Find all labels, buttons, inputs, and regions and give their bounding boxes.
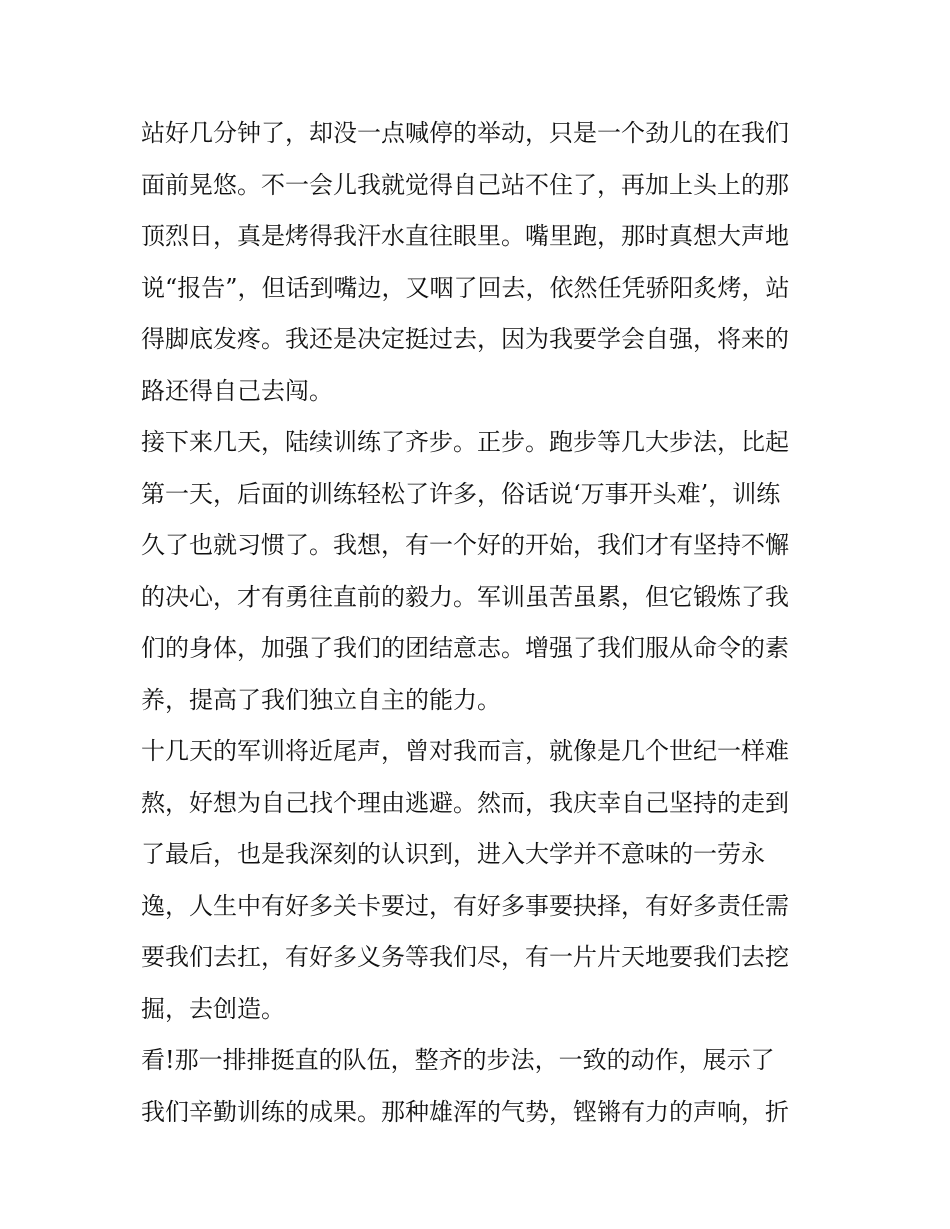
text-line: 说“报告”，但话到嘴边，又咽了回去，依然任凭骄阳炙烤，站 <box>141 273 790 302</box>
text-line: 们的身体，加强了我们的团结意志。增强了我们服从命令的素 <box>141 634 789 662</box>
text-line: 要我们去扛，有好多义务等我们尽，有一片片天地要我们去挖 <box>141 943 789 971</box>
text-line: 养，提高了我们独立自主的能力。 <box>141 685 501 714</box>
text-line: 掘，去创造。 <box>141 994 285 1023</box>
text-line: 久了也就习惯了。我想，有一个好的开始，我们才有坚持不懈 <box>141 531 789 559</box>
text-line: 逸，人生中有好多关卡要过，有好多事要抉择，有好多责任需 <box>141 891 789 920</box>
text-line: 的决心，才有勇往直前的毅力。军训虽苦虽累，但它锻炼了我 <box>141 582 789 611</box>
document-body <box>141 108 813 1138</box>
text-line: 得脚底发疼。我还是决定挺过去，因为我要学会自强，将来的 <box>141 325 789 353</box>
text-line: 路还得自己去闯。 <box>141 376 333 405</box>
text-line: 面前晃悠。不一会儿我就觉得自己站不住了，再加上头上的那 <box>141 170 789 199</box>
text-line: 熬，好想为自己找个理由逃避。然而，我庆幸自己坚持的走到 <box>141 788 789 817</box>
text-line: 顶烈日，真是烤得我汗水直往眼里。嘴里跑，那时真想大声地 <box>141 222 789 250</box>
text-line: 看!那一排排挺直的队伍，整齐的步法，一致的动作，展示了 <box>141 1046 775 1074</box>
text-line: 接下来几天，陆续训练了齐步。正步。跑步等几大步法，比起 <box>141 428 789 456</box>
text-line: 站好几分钟了，却没一点喊停的举动，只是一个劲儿的在我们 <box>141 119 789 147</box>
text-line: 了最后，也是我深刻的认识到，进入大学并不意味的一劳永 <box>141 840 765 868</box>
text-line: 我们辛勤训练的成果。那种雄浑的气势，铿锵有力的声响，折 <box>141 1097 789 1126</box>
text-line: 十几天的军训将近尾声，曾对我而言，就像是几个世纪一样难 <box>141 737 789 765</box>
text-line: 第一天，后面的训练轻松了许多，俗话说‘万事开头难’，训练 <box>141 479 781 508</box>
